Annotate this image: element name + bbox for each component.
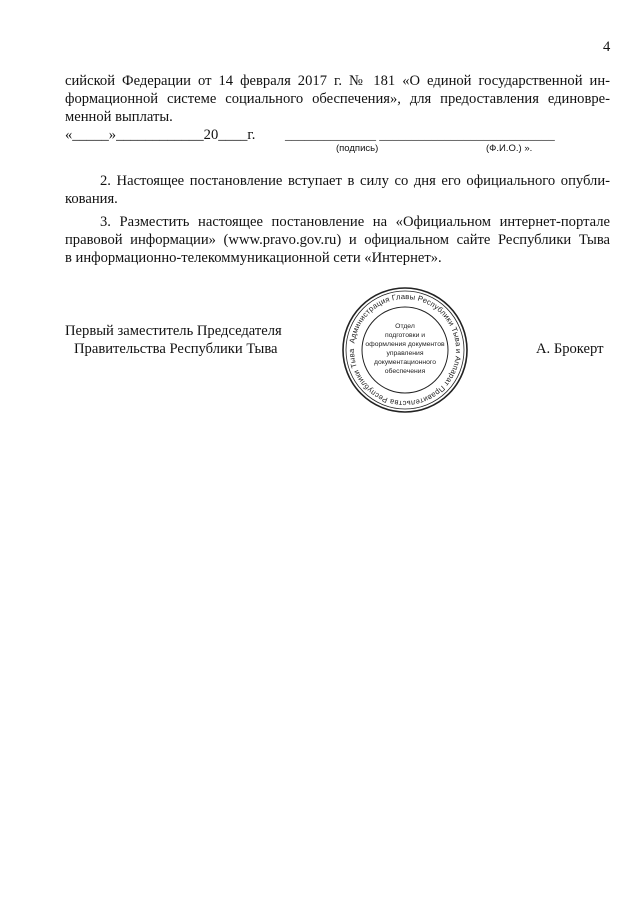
- seal-inner-text: [365, 323, 445, 375]
- para1-line1: сийской Федерации от 14 февраля 2017 г. № 181 «О единой государственной ин-: [65, 73, 610, 89]
- name-caption: (Ф.И.О.) ».: [486, 143, 533, 154]
- svg-text:Отдел: Отдел: [395, 323, 415, 330]
- signatory-title-line2: Правительства Республики Тыва: [74, 341, 278, 357]
- svg-text:оформления документов: оформления документов: [365, 341, 445, 348]
- item2-line2: кования.: [65, 191, 118, 207]
- para1-line3: менной выплаты.: [65, 109, 173, 125]
- para1-line2: формационной системе социального обеспечения», для предоставления единовре-: [65, 91, 610, 107]
- official-seal: [340, 285, 470, 415]
- signature-caption: (подпись): [336, 143, 379, 154]
- item3-line2: правовой информации» (www.pravo.gov.ru) и официальном сайте Республики Тыва: [65, 232, 610, 248]
- svg-text:подготовки и: подготовки и: [384, 332, 426, 339]
- date-template: «_____»____________20____г.: [65, 127, 256, 143]
- svg-text:документационного: документационного: [373, 359, 437, 366]
- svg-text:управления: управления: [386, 350, 424, 357]
- signatory-name: А. Брокерт: [536, 341, 604, 357]
- seal-outer-text: Администрация Главы Республики Тыва и Аппарат Правительства Республики Тыва: [346, 291, 464, 409]
- item2-line1: 2. Настоящее постановление вступает в силу со дня его официального опубли-: [100, 173, 610, 189]
- signatory-title-line1: Первый заместитель Председателя: [65, 323, 282, 339]
- svg-text:обеспечения: обеспечения: [384, 368, 426, 375]
- seal-graphic: [340, 285, 470, 415]
- item3-line3: в информационно-телекоммуникационной сети «Интернет».: [65, 250, 442, 266]
- signature-line: ______________ ___________________________: [285, 127, 555, 142]
- page-number: 4: [603, 39, 611, 55]
- item3-line1: 3. Разместить настоящее постановление на «Официальном интернет-портале: [100, 214, 610, 230]
